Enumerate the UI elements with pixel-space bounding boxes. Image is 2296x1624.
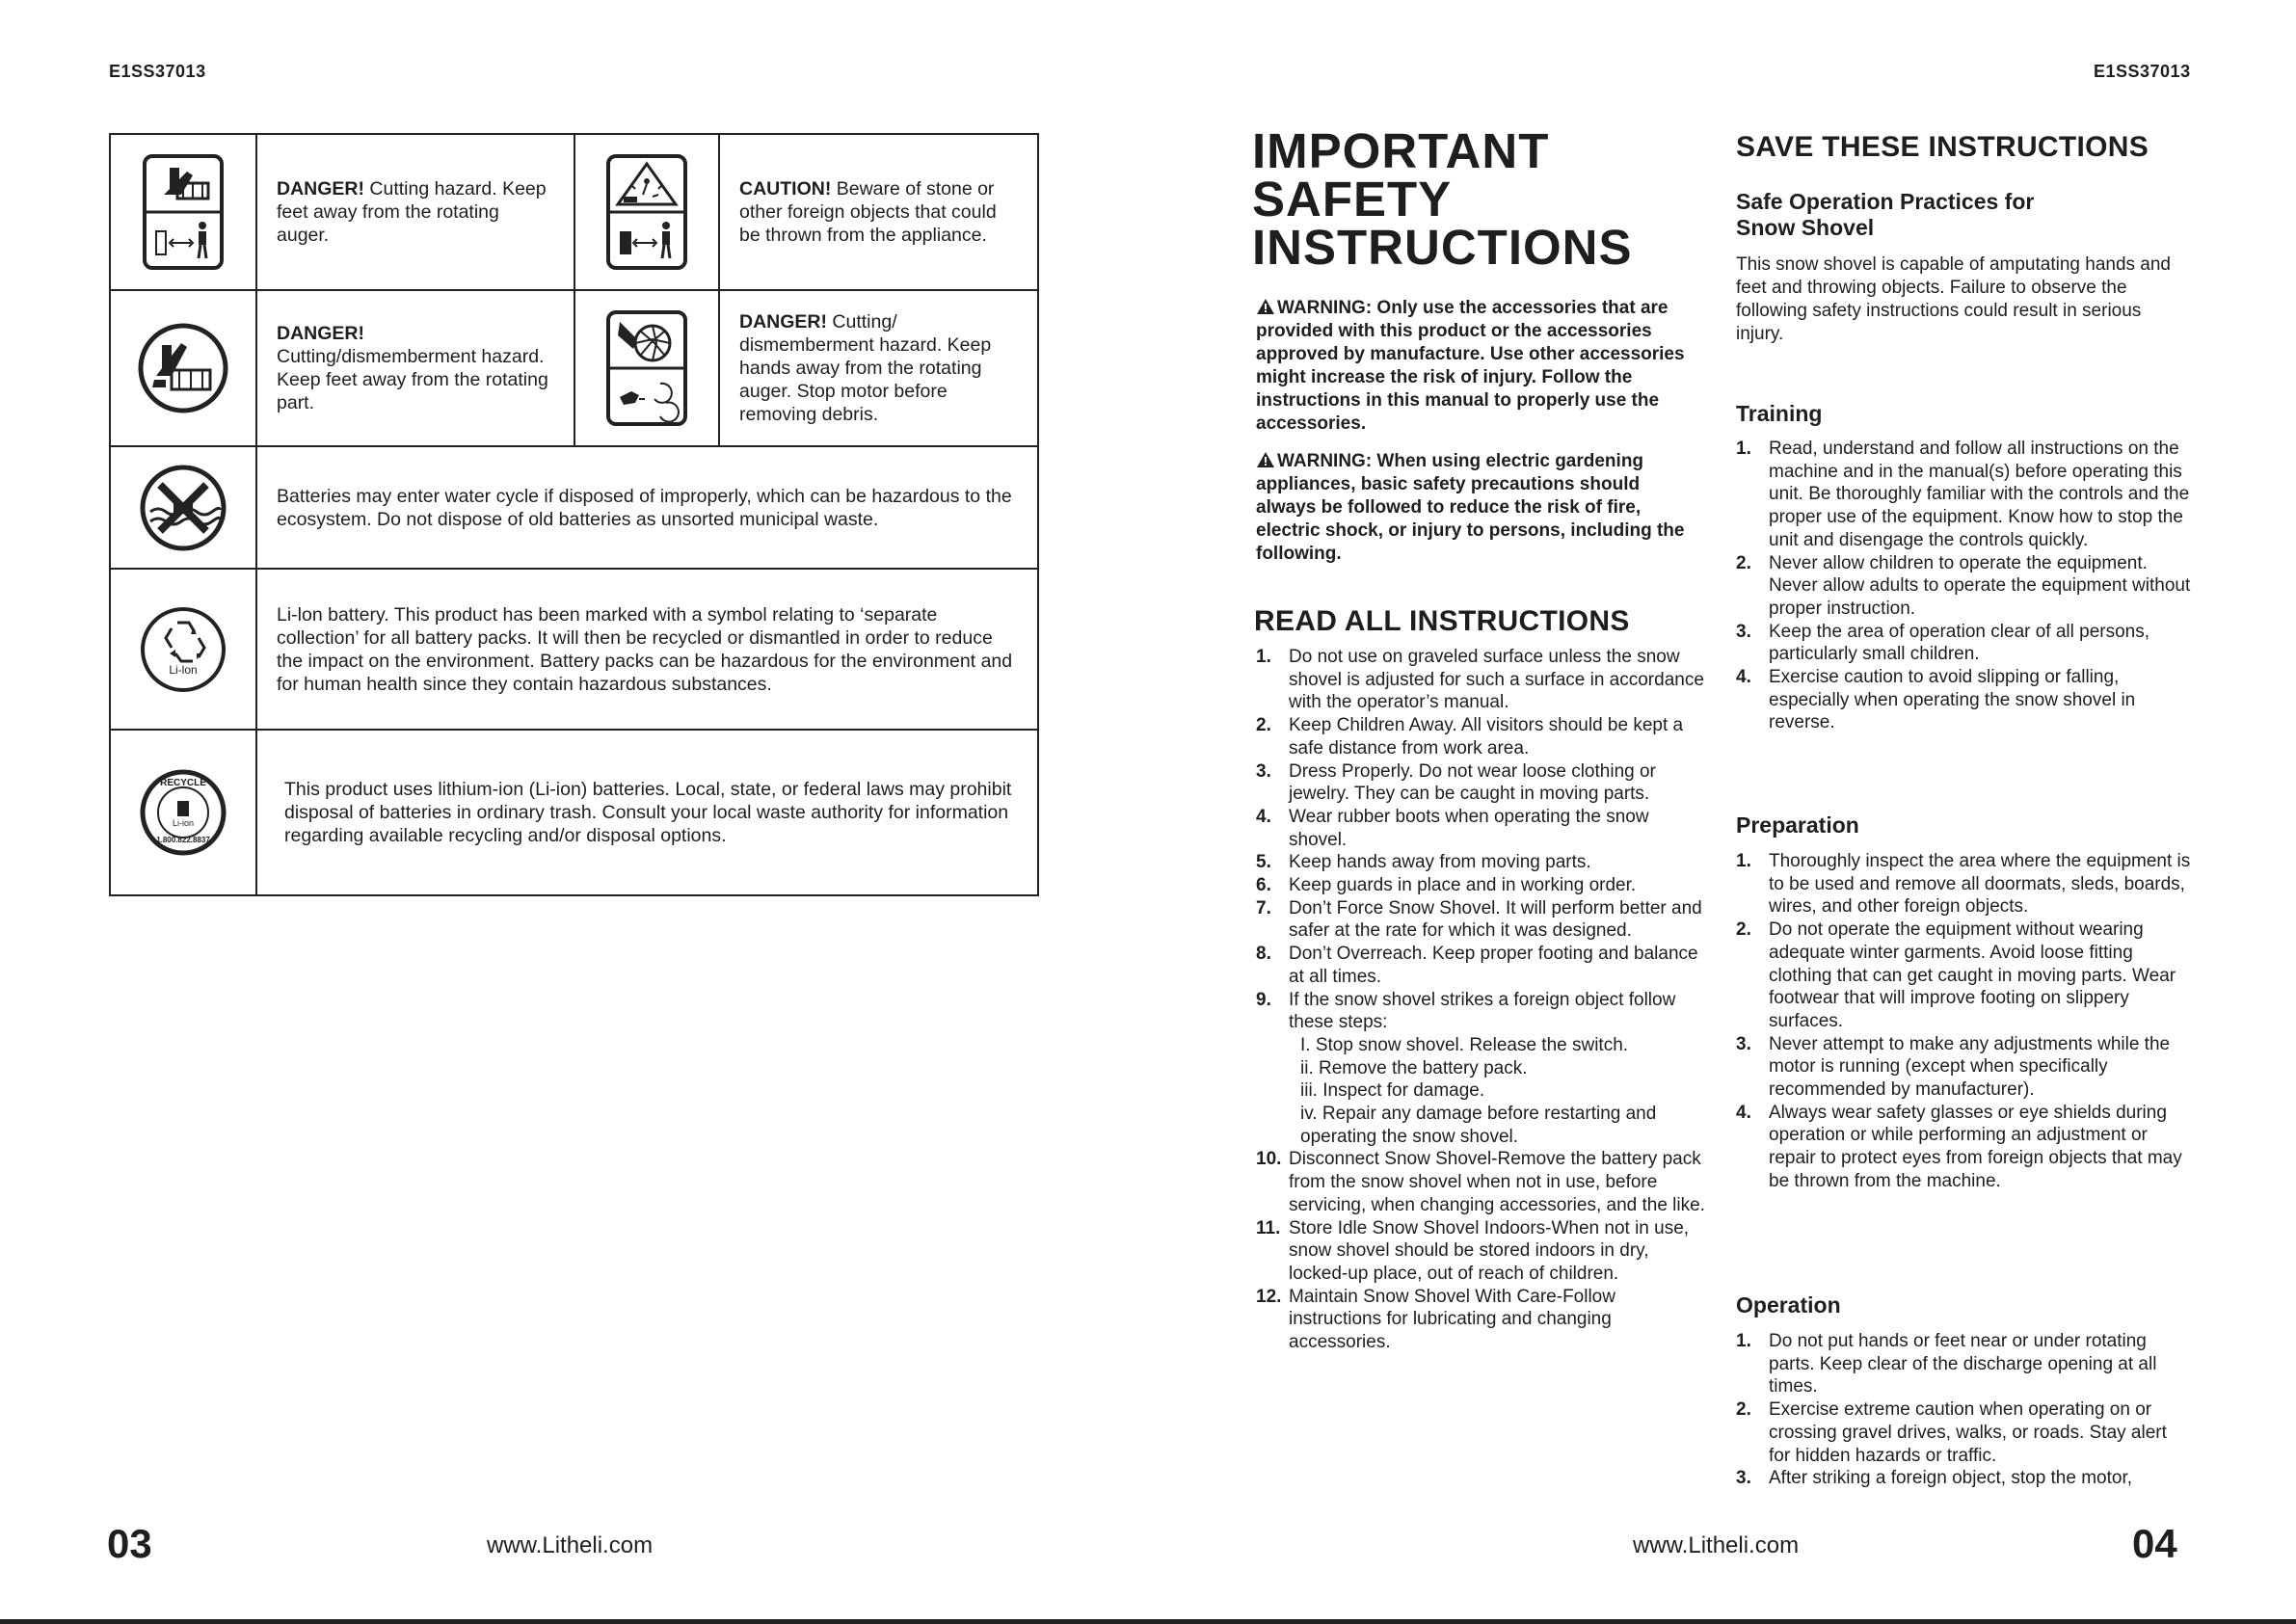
item-text: Read, understand and follow all instructions on the machine and in the manual(s) before operating this unit. Be thoroughly familiar with the controls and the proper use of the equipment. Know how to stop the unit and disengage the controls quickly. (1769, 439, 2190, 550)
item-number: 6. (1256, 875, 1271, 896)
training-list (1736, 438, 2191, 734)
item-number: 1. (1256, 647, 1271, 667)
lithium-disposal-text: This product uses lithium-ion (Li-ion) batteries. Local, state, or federal laws may prohibit disposal of batteries in ordinary trash. Consult your local waste authority for information regarding available recycling and/or disposal options. (284, 779, 1012, 846)
item-text: Don’t Force Snow Shovel. It will perform better and safer at the rate for which it was designed. (1289, 897, 1702, 942)
safety-symbol-table (109, 133, 1039, 896)
preparation-heading: Preparation (1736, 812, 1859, 838)
warning-accessories (1256, 297, 1699, 436)
item-text: Thoroughly inspect the area where the equipment is to be used and remove all doormats, sleds, boards, wires, and other foreign objects. (1769, 851, 2191, 918)
item-text: Maintain Snow Shovel With Care-Follow instructions for lubricating and changing accessories. (1289, 1286, 1615, 1353)
intro-paragraph: This snow shovel is capable of amputating hands and feet and throwing objects. Failure to observe the following safety instructions could result in serious injury. (1736, 254, 2171, 344)
website-left: www.Litheli.com (487, 1532, 654, 1558)
title-line: SAFETY (1252, 172, 1453, 226)
danger-description: Cutting hazard. Keep feet away from the rotating auger. (277, 178, 547, 246)
list-item (1736, 438, 2191, 552)
no-water-disposal-icon (111, 447, 257, 568)
list-item (1736, 918, 2191, 1033)
item-text: Exercise extreme caution when operating on or crossing gravel drives, walks, or roads. Stay alert for hidden hazards or traffic. (1769, 1399, 2167, 1466)
table-row (111, 570, 1037, 731)
rotating-auger-hands-icon (574, 291, 720, 445)
preparation-list (1736, 850, 2191, 1193)
warning-text: WARNING: When using electric gardening appliances, basic safety precautions should always be followed to reduce the risk of fire, electric shock, or injury to persons, including the following. (1256, 451, 1685, 564)
item-text: Keep Children Away. All visitors should be kept a safe distance from work area. (1289, 715, 1684, 759)
recycle-seal-middle: Li-ion (172, 818, 194, 828)
table-row (111, 731, 1037, 894)
heading-line: Safe Operation Practices for (1736, 189, 2035, 214)
item-text: Don’t Overreach. Keep proper footing and balance at all times. (1289, 944, 1698, 987)
table-row (111, 447, 1037, 570)
page-title (1252, 123, 1633, 275)
list-item (1736, 850, 2191, 918)
title-line: IMPORTANT (1252, 123, 1550, 178)
thrown-objects-icon (574, 135, 720, 289)
item-text: Dress Properly. Do not wear loose clothing or jewelry. They can be caught in moving parts. (1289, 760, 1656, 805)
page-number-right: 04 (2132, 1521, 2177, 1566)
item-number: 4. (1256, 806, 1271, 827)
item-number: 2. (1736, 1399, 1751, 1421)
list-item (1736, 621, 2191, 666)
recycle-seal-top: RECYCLE (160, 778, 206, 788)
item-text: Keep guards in place and in working order. (1289, 875, 1637, 896)
item-text: Store Idle Snow Shovel Indoors-When not in use, snow shovel should be stored indoors in dry, locked-up place, out of reach of children. (1289, 1217, 1690, 1284)
sub-step: iv. Repair any damage before restarting and operating the snow shovel. (1300, 1104, 1657, 1147)
item-text: Never allow children to operate the equipment. Never allow adults to operate the equipment without proper instruction. (1769, 552, 2191, 619)
list-item (1256, 1286, 1709, 1354)
caution-label: CAUTION! (739, 178, 832, 200)
sub-steps (1256, 1034, 1709, 1149)
list-item (1256, 989, 1709, 1034)
danger-dismemberment-hands-text (720, 291, 1037, 445)
item-number: 1. (1736, 1331, 1751, 1351)
item-text: Do not put hands or feet near or under rotating parts. Keep clear of the discharge opening at all times. (1769, 1331, 2157, 1398)
list-item (1736, 1102, 2191, 1193)
danger-label: DANGER! (277, 323, 364, 344)
cutting-hazard-feet-icon (111, 135, 257, 289)
warning-icon (1256, 298, 1275, 315)
item-number: 8. (1256, 944, 1271, 965)
dismemberment-hazard-icon (111, 291, 257, 445)
bottom-divider (0, 1619, 2296, 1624)
item-number: 4. (1736, 1102, 1751, 1123)
list-item (1256, 851, 1709, 874)
safe-operation-heading (1736, 189, 2034, 241)
item-text: Do not use on graveled surface unless the snow shovel is adjusted for such a surface in accordance with the operator’s manual. (1289, 647, 1704, 713)
danger-description: Cutting/ dismemberment hazard. Keep hands away from the rotating auger. Stop motor before removing debris. (739, 311, 992, 425)
sub-step: I. Stop snow shovel. Release the switch. (1300, 1034, 1629, 1055)
li-ion-label: Li-lon (169, 662, 198, 677)
item-text: Keep the area of operation clear of all persons, particularly small children. (1769, 621, 2150, 665)
item-number: 5. (1256, 852, 1271, 873)
item-text: If the snow shovel strikes a foreign object follow these steps: (1289, 989, 1676, 1033)
item-number: 3. (1736, 1033, 1751, 1054)
li-ion-recycle-icon (111, 570, 257, 729)
page-number-left: 03 (107, 1521, 152, 1566)
list-item (1736, 552, 2191, 621)
item-number: 11. (1256, 1217, 1281, 1238)
list-item (1736, 1033, 2191, 1102)
item-number: 1. (1736, 439, 1751, 459)
danger-cutting-feet-text (257, 135, 574, 289)
item-number: 3. (1256, 760, 1271, 782)
sub-step: iii. Inspect for damage. (1300, 1080, 1485, 1102)
list-item (1256, 806, 1709, 851)
item-number: 10. (1256, 1149, 1282, 1170)
item-text: Never attempt to make any adjustments while the motor is running (except when specifically recommended by manufacturer). (1769, 1033, 2171, 1101)
model-number-right: E1SS37013 (2094, 62, 2191, 81)
list-item (1256, 1217, 1709, 1286)
separate-collection-text: Li-lon battery. This product has been marked with a symbol relating to ‘separate collection’ for all battery packs. It will then be recycled or dismantled in order to reduce the impact on the environment. Battery packs can be hazardous for the environment and for human health since they contain hazardous substances. (277, 603, 1013, 695)
danger-label: DANGER! (277, 178, 364, 200)
item-number: 7. (1256, 897, 1271, 918)
list-item (1256, 714, 1709, 759)
warning-text: WARNING: Only use the accessories that are provided with this product or the accessories approved by manufacture. Use other accessories might increase the risk of injury. Follow the instructions in this manual to properly use the accessories. (1256, 298, 1685, 434)
item-text: Disconnect Snow Shovel-Remove the battery pack from the snow shovel when not in use, before servicing, when changing accessories, and the like. (1289, 1149, 1705, 1215)
danger-dismemberment-feet-text (257, 291, 574, 445)
recycle-seal-icon (111, 731, 257, 894)
item-number: 3. (1736, 621, 1751, 642)
item-text: After striking a foreign object, stop the motor, (1769, 1468, 2133, 1489)
sub-step: ii. Remove the battery pack. (1300, 1057, 1528, 1078)
warning-icon (1256, 451, 1275, 468)
list-item (1256, 943, 1709, 988)
list-item (1736, 666, 2191, 734)
item-number: 3. (1736, 1468, 1751, 1489)
item-number: 4. (1736, 667, 1751, 688)
item-number: 2. (1736, 919, 1751, 941)
item-text: Wear rubber boots when operating the snow shovel. (1289, 806, 1649, 850)
list-item (1736, 1330, 2191, 1398)
recycle-seal-bottom: 1.800.822.8837 (156, 836, 210, 844)
list-item (1256, 1148, 1709, 1216)
table-row (111, 135, 1037, 291)
operation-heading: Operation (1736, 1292, 1841, 1318)
heading-line: Snow Shovel (1736, 215, 1875, 240)
item-number: 9. (1256, 989, 1271, 1010)
list-item (1736, 1467, 2191, 1490)
danger-description: Cutting/dismemberment hazard. Keep feet away from the rotating part. (277, 346, 548, 413)
item-number: 12. (1256, 1286, 1282, 1307)
danger-label: DANGER! (739, 311, 827, 333)
item-text: Do not operate the equipment without wearing adequate winter garments. Avoid loose fitting clothing that can get caught in moving parts. Wear footwear that will improve footing on slippery surfaces. (1769, 919, 2176, 1031)
caution-thrown-objects-text (720, 135, 1037, 289)
caution-description: Beware of stone or other foreign objects that could be thrown from the appliance. (739, 178, 997, 246)
list-item (1256, 760, 1709, 806)
website-right: www.Litheli.com (1633, 1532, 1800, 1558)
item-number: 2. (1736, 552, 1751, 573)
item-number: 1. (1736, 851, 1751, 871)
list-item (1256, 897, 1709, 943)
list-item (1256, 874, 1709, 897)
read-all-heading: READ ALL INSTRUCTIONS (1254, 605, 1630, 637)
model-number-left: E1SS37013 (109, 62, 206, 81)
training-heading: Training (1736, 401, 1823, 426)
item-number: 2. (1256, 715, 1271, 736)
operation-list (1736, 1330, 2191, 1490)
title-line: INSTRUCTIONS (1252, 220, 1633, 275)
item-text: Always wear safety glasses or eye shields during operation or while performing an adjustment or repair to protect eyes from foreign objects that may be thrown from the machine. (1769, 1102, 2182, 1191)
water-cycle-warning-text: Batteries may enter water cycle if disposed of improperly, which can be hazardous to the ecosystem. Do not dispose of old batteries as unsorted municipal waste. (277, 485, 1012, 530)
list-item (1256, 646, 1709, 714)
list-item (1736, 1398, 2191, 1467)
warning-electric (1256, 450, 1699, 566)
item-text: Keep hands away from moving parts. (1289, 852, 1591, 873)
save-instructions-heading: SAVE THESE INSTRUCTIONS (1736, 131, 2149, 163)
read-all-list (1256, 646, 1709, 1354)
item-text: Exercise caution to avoid slipping or falling, especially when operating the snow shovel in reverse. (1769, 667, 2136, 733)
table-row (111, 291, 1037, 447)
